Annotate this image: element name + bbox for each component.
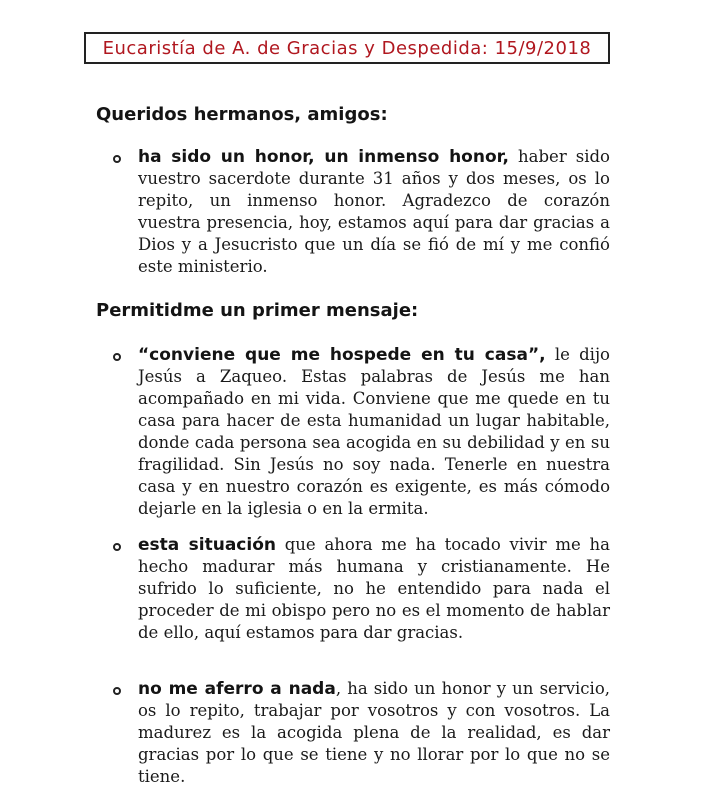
paragraph-body: le dijo Jesús a Zaqueo. Estas palabras de Jesús me han acompañado en mi vida. Conviene que me quede en tu casa para hacer de esta humanidad un lugar habitable, donde cada persona sea acogida en su debilidad y en su fragilidad. Sin Jesús no soy nada. Tenerle en nuestra casa y en nuestro corazón es exigente, es más cómodo dejarle en la iglesia o en la ermita.	[138, 345, 610, 518]
paragraph	[138, 534, 610, 644]
greeting-heading: Queridos hermanos, amigos:	[96, 104, 388, 125]
paragraph-lead: ha sido un honor, un inmenso honor,	[138, 147, 509, 167]
list-item	[110, 344, 610, 520]
paragraph-body: haber sido vuestro sacerdote durante 31 años y dos meses, os lo repito, un inmenso honor. Agradezco de corazón vuestra presencia, hoy, estamos aquí para dar gracias a Dios y a Jesucristo que un día se fió de mí y me confió este ministerio.	[138, 147, 610, 276]
bullet-icon	[113, 687, 121, 695]
paragraph-lead: esta situación	[138, 535, 276, 555]
list-item	[110, 678, 610, 788]
list-item-honor	[110, 146, 610, 278]
document-title: Eucaristía de A. de Gracias y Despedida: 15/9/2018	[102, 37, 592, 59]
paragraph-body: , ha sido un honor y un servicio, os lo repito, trabajar por vosotros y con vosotros. La madurez es la acogida plena de la realidad, es dar gracias por lo que se tiene y no llorar por lo que no se tiene.	[138, 679, 610, 786]
paragraph	[138, 344, 610, 520]
paragraph	[138, 146, 610, 278]
bullet-icon	[113, 543, 121, 551]
document-title-box	[84, 32, 610, 64]
list-item	[110, 534, 610, 644]
bullet-icon	[113, 155, 121, 163]
bullet-icon	[113, 353, 121, 361]
paragraph-body: que ahora me ha tocado vivir me ha hecho madurar más humana y cristianamente. He sufrido lo suficiente, no he entendido para nada el proceder de mi obispo pero no es el momento de hablar de ello, aquí estamos para dar gracias.	[138, 535, 610, 642]
paragraph-lead: “conviene que me hospede en tu casa”,	[138, 345, 546, 365]
paragraph-lead: no me aferro a nada	[138, 679, 336, 699]
paragraph	[138, 678, 610, 788]
section-heading: Permitidme un primer mensaje:	[96, 300, 419, 321]
